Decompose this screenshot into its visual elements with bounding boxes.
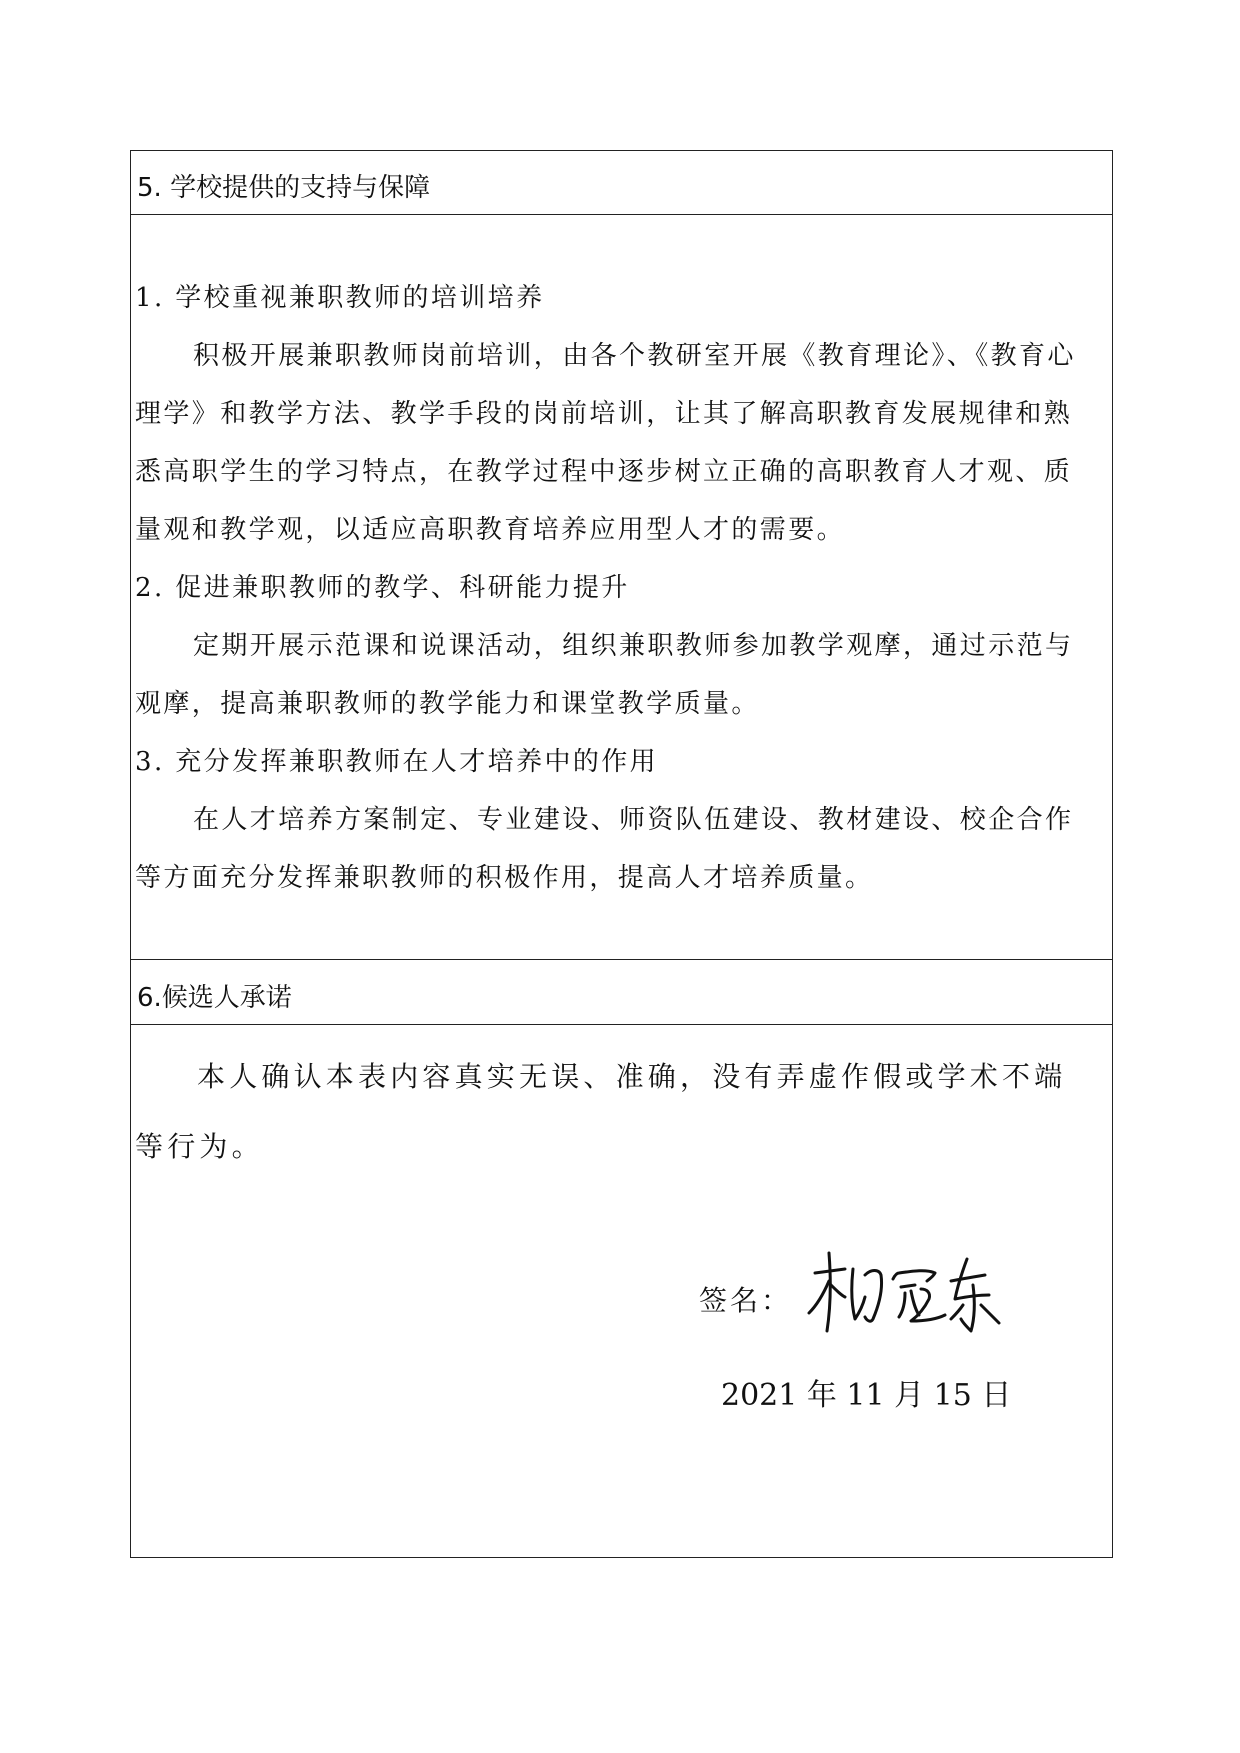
signature-label: 签名： [699, 1284, 793, 1317]
table-divider [131, 959, 1112, 960]
item-3-line: 在人才培养方案制定、专业建设、师资队伍建设、教材建设、校企合作 [193, 805, 1074, 835]
signature-date: 2021 年 11 月 15 日 [721, 1378, 1012, 1413]
table-divider [131, 1024, 1112, 1025]
item-1-line: 理学》和教学方法、教学手段的岗前培训，让其了解高职教育发展规律和熟 [135, 399, 1073, 429]
item-1-heading: 1. 学校重视兼职教师的培训培养 [135, 283, 545, 313]
item-2-line: 定期开展示范课和说课活动，组织兼职教师参加教学观摩，通过示范与 [193, 631, 1074, 661]
section-5-title: 5. 学校提供的支持与保障 [137, 173, 431, 203]
table-divider [131, 214, 1112, 215]
commitment-line: 本人确认本表内容真实无误、准确，没有弄虚作假或学术不端 [197, 1060, 1067, 1093]
item-1-line: 量观和教学观，以适应高职教育培养应用型人才的需要。 [135, 515, 846, 545]
application-form-table [130, 150, 1113, 1558]
item-3-line: 等方面充分发挥兼职教师的积极作用，提高人才培养质量。 [135, 863, 874, 893]
handwritten-signature [801, 1239, 1011, 1339]
item-1-line: 悉高职学生的学习特点，在教学过程中逐步树立正确的高职教育人才观、质 [135, 457, 1073, 487]
item-1-line: 积极开展兼职教师岗前培训，由各个教研室开展《教育理论》、《教育心 [193, 341, 1076, 371]
signature-image [801, 1239, 1011, 1339]
item-2-line: 观摩，提高兼职教师的教学能力和课堂教学质量。 [135, 689, 760, 719]
item-2-heading: 2. 促进兼职教师的教学、科研能力提升 [135, 573, 630, 603]
item-3-heading: 3. 充分发挥兼职教师在人才培养中的作用 [135, 747, 659, 777]
commitment-line: 等行为。 [135, 1130, 264, 1163]
section-6-title: 6.候选人承诺 [137, 983, 292, 1013]
